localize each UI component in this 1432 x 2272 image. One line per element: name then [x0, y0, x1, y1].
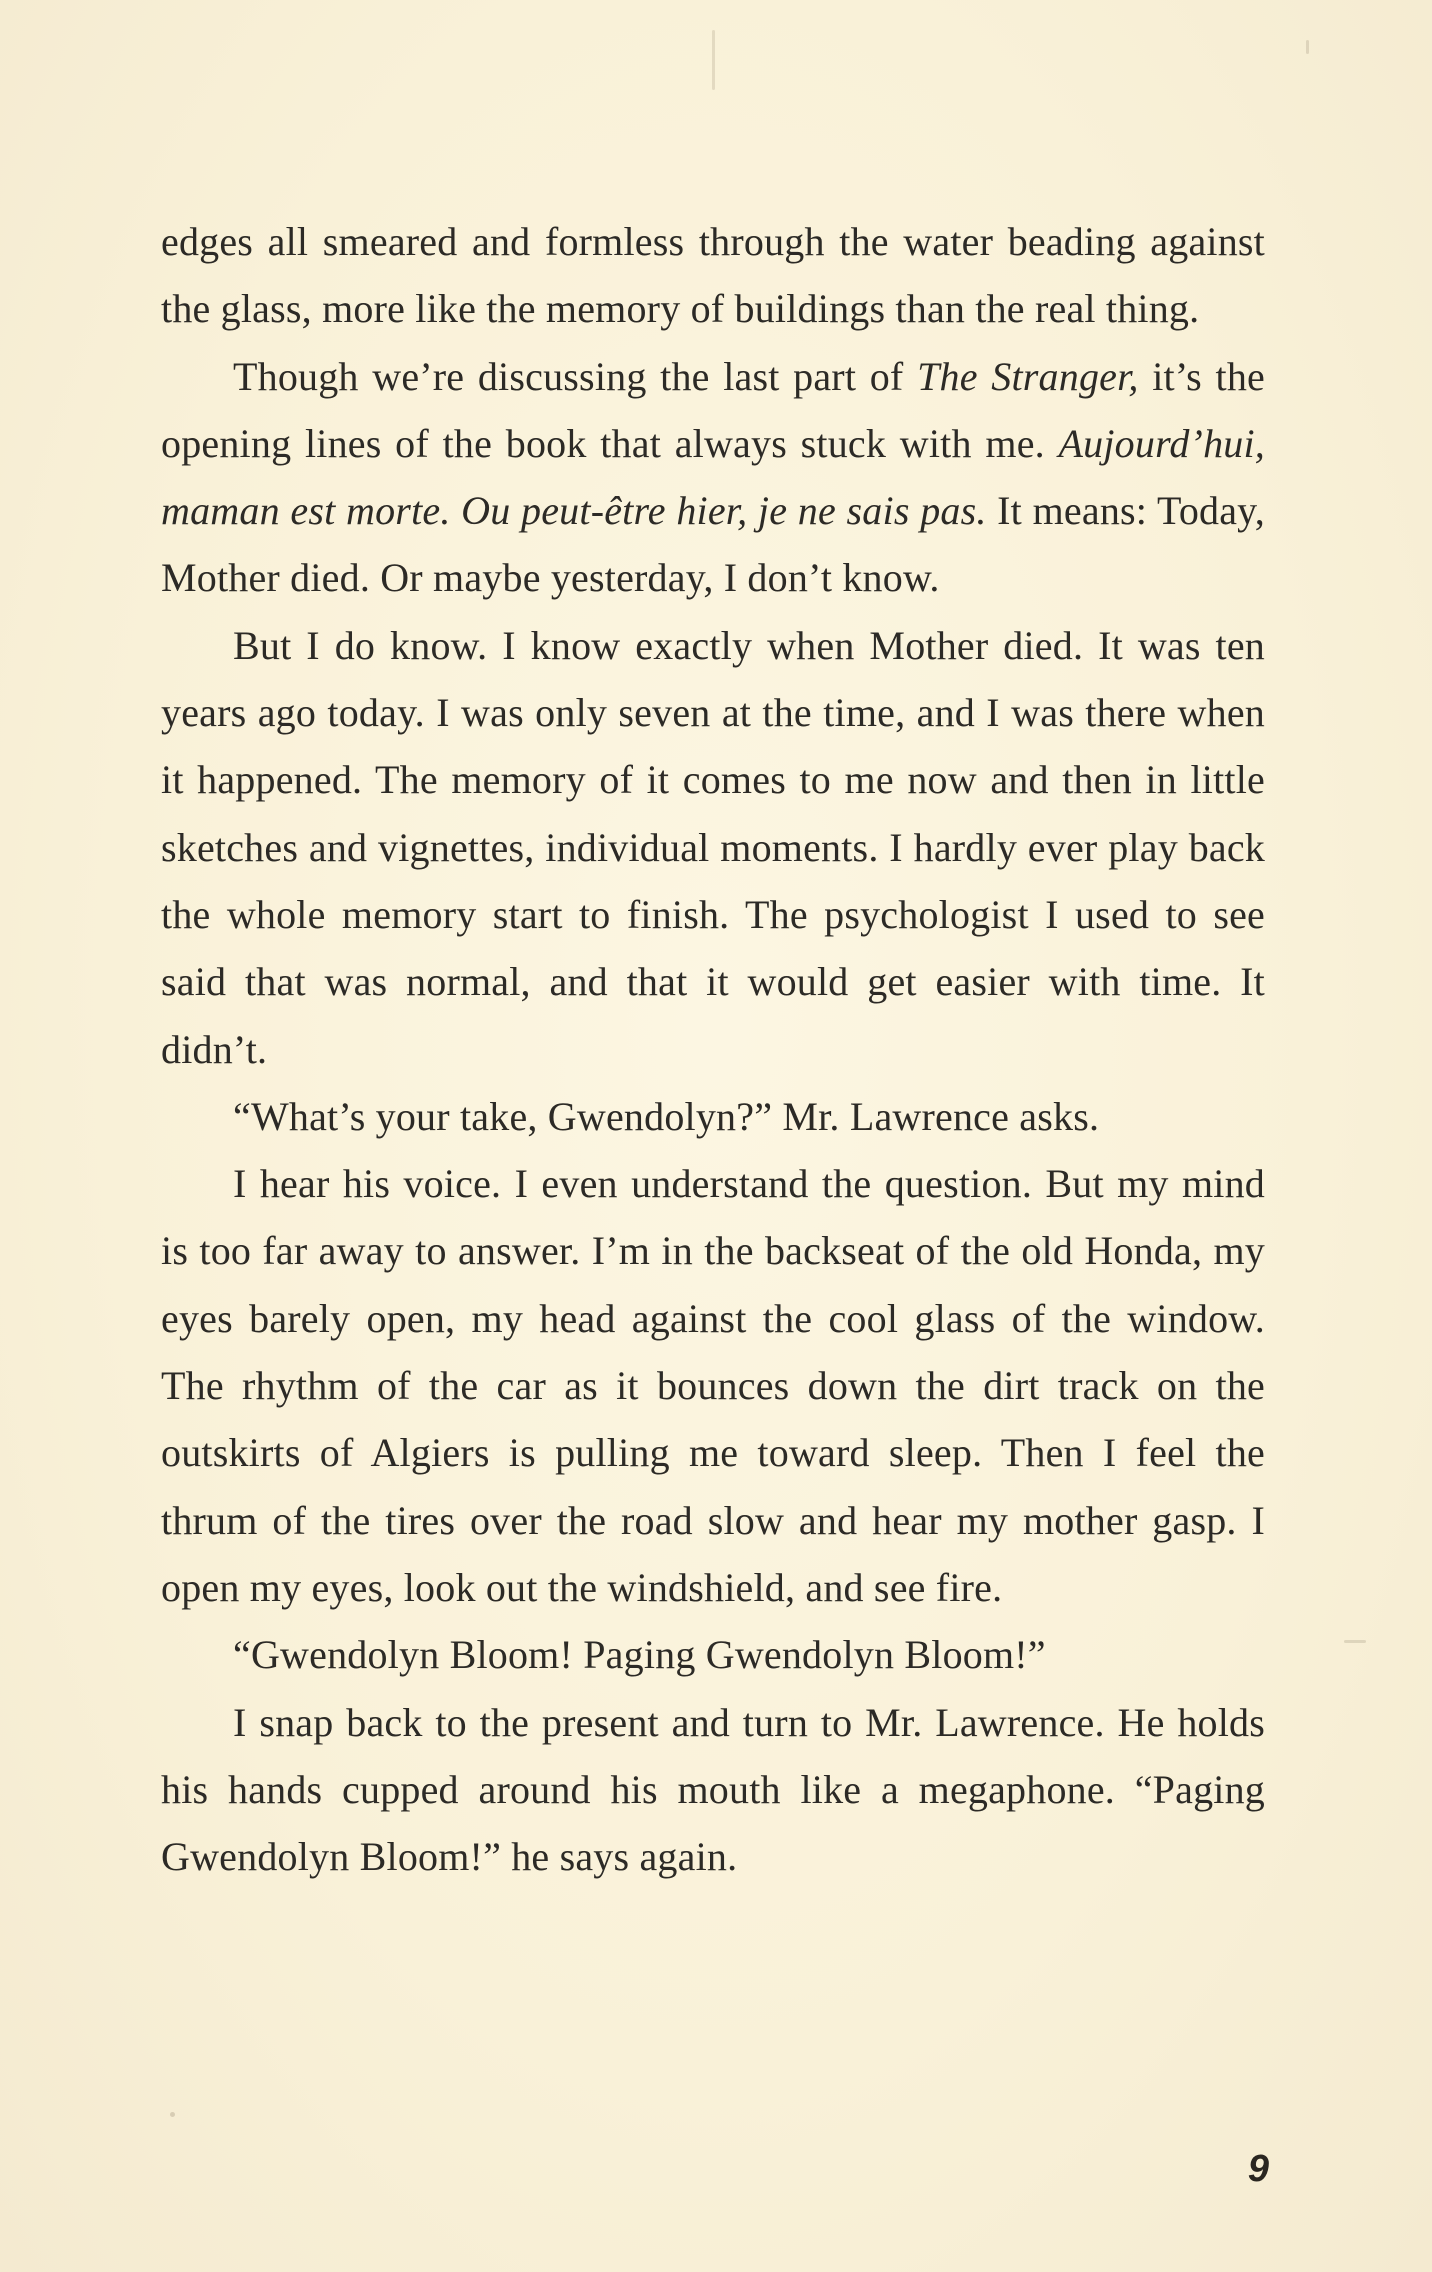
page-number: 9 [1247, 2148, 1269, 2190]
paper-speck [712, 30, 715, 90]
paragraph-5: I hear his voice. I even understand the question. But my mind is too far away to answer. I’m in the backseat of the old Honda, my eyes barely open, my head against the cool glass of the window. The rhythm of the car as it bounces down the dirt track on the outskirts of Algiers is pulling me toward sleep. Then I feel the thrum of the tires over the road slow and hear my mother gasp. I open my eyes, look out the windshield, and see fire. [161, 1161, 1265, 1610]
paragraph-6: “Gwendolyn Bloom! Paging Gwendolyn Bloom!” [233, 1632, 1046, 1678]
paragraph-3: But I do know. I know exactly when Mother died. It was ten years ago today. I was only seven at the time, and I was there when it happened. The memory of it comes to me now and then in little sketches and vignettes, individual moments. I hardly ever play back the whole memory start to finish. The psychologist I used to see said that was normal, and that it would get easier with time. It didn’t. [161, 622, 1265, 1072]
book-title-italic: The Stranger, [917, 353, 1139, 399]
paragraph-7: I snap back to the present and turn to Mr. Lawrence. He holds his hands cupped around his mouth like a megaphone. “Paging Gwendolyn Bloom!” he says again. [161, 1699, 1265, 1880]
french-quote-italic: Aujourd’hui, maman est morte. Ou peut-être hier, je ne sais pas. [161, 420, 1265, 534]
paragraph-2-text-b: it’s the opening lines of the book that always stuck with me. [161, 353, 1266, 466]
paragraph-1: edges all smeared and formless through the water beading against the glass, more like the memory of buildings than the real thing. [161, 219, 1265, 332]
paper-speck [1306, 40, 1309, 54]
paragraph-4: “What’s your take, Gwendolyn?” Mr. Lawrence asks. [233, 1093, 1100, 1139]
paragraph-2-text-c: It means: Today, Mother died. Or maybe yesterday, I don’t know. [161, 488, 1265, 601]
paragraph-2 [161, 343, 1265, 612]
paper-speck [170, 2112, 175, 2117]
body-text [161, 208, 1265, 1890]
paper-speck [1344, 1640, 1366, 1643]
paragraph-2-text-a: Though we’re discussing the last part of [233, 353, 918, 399]
